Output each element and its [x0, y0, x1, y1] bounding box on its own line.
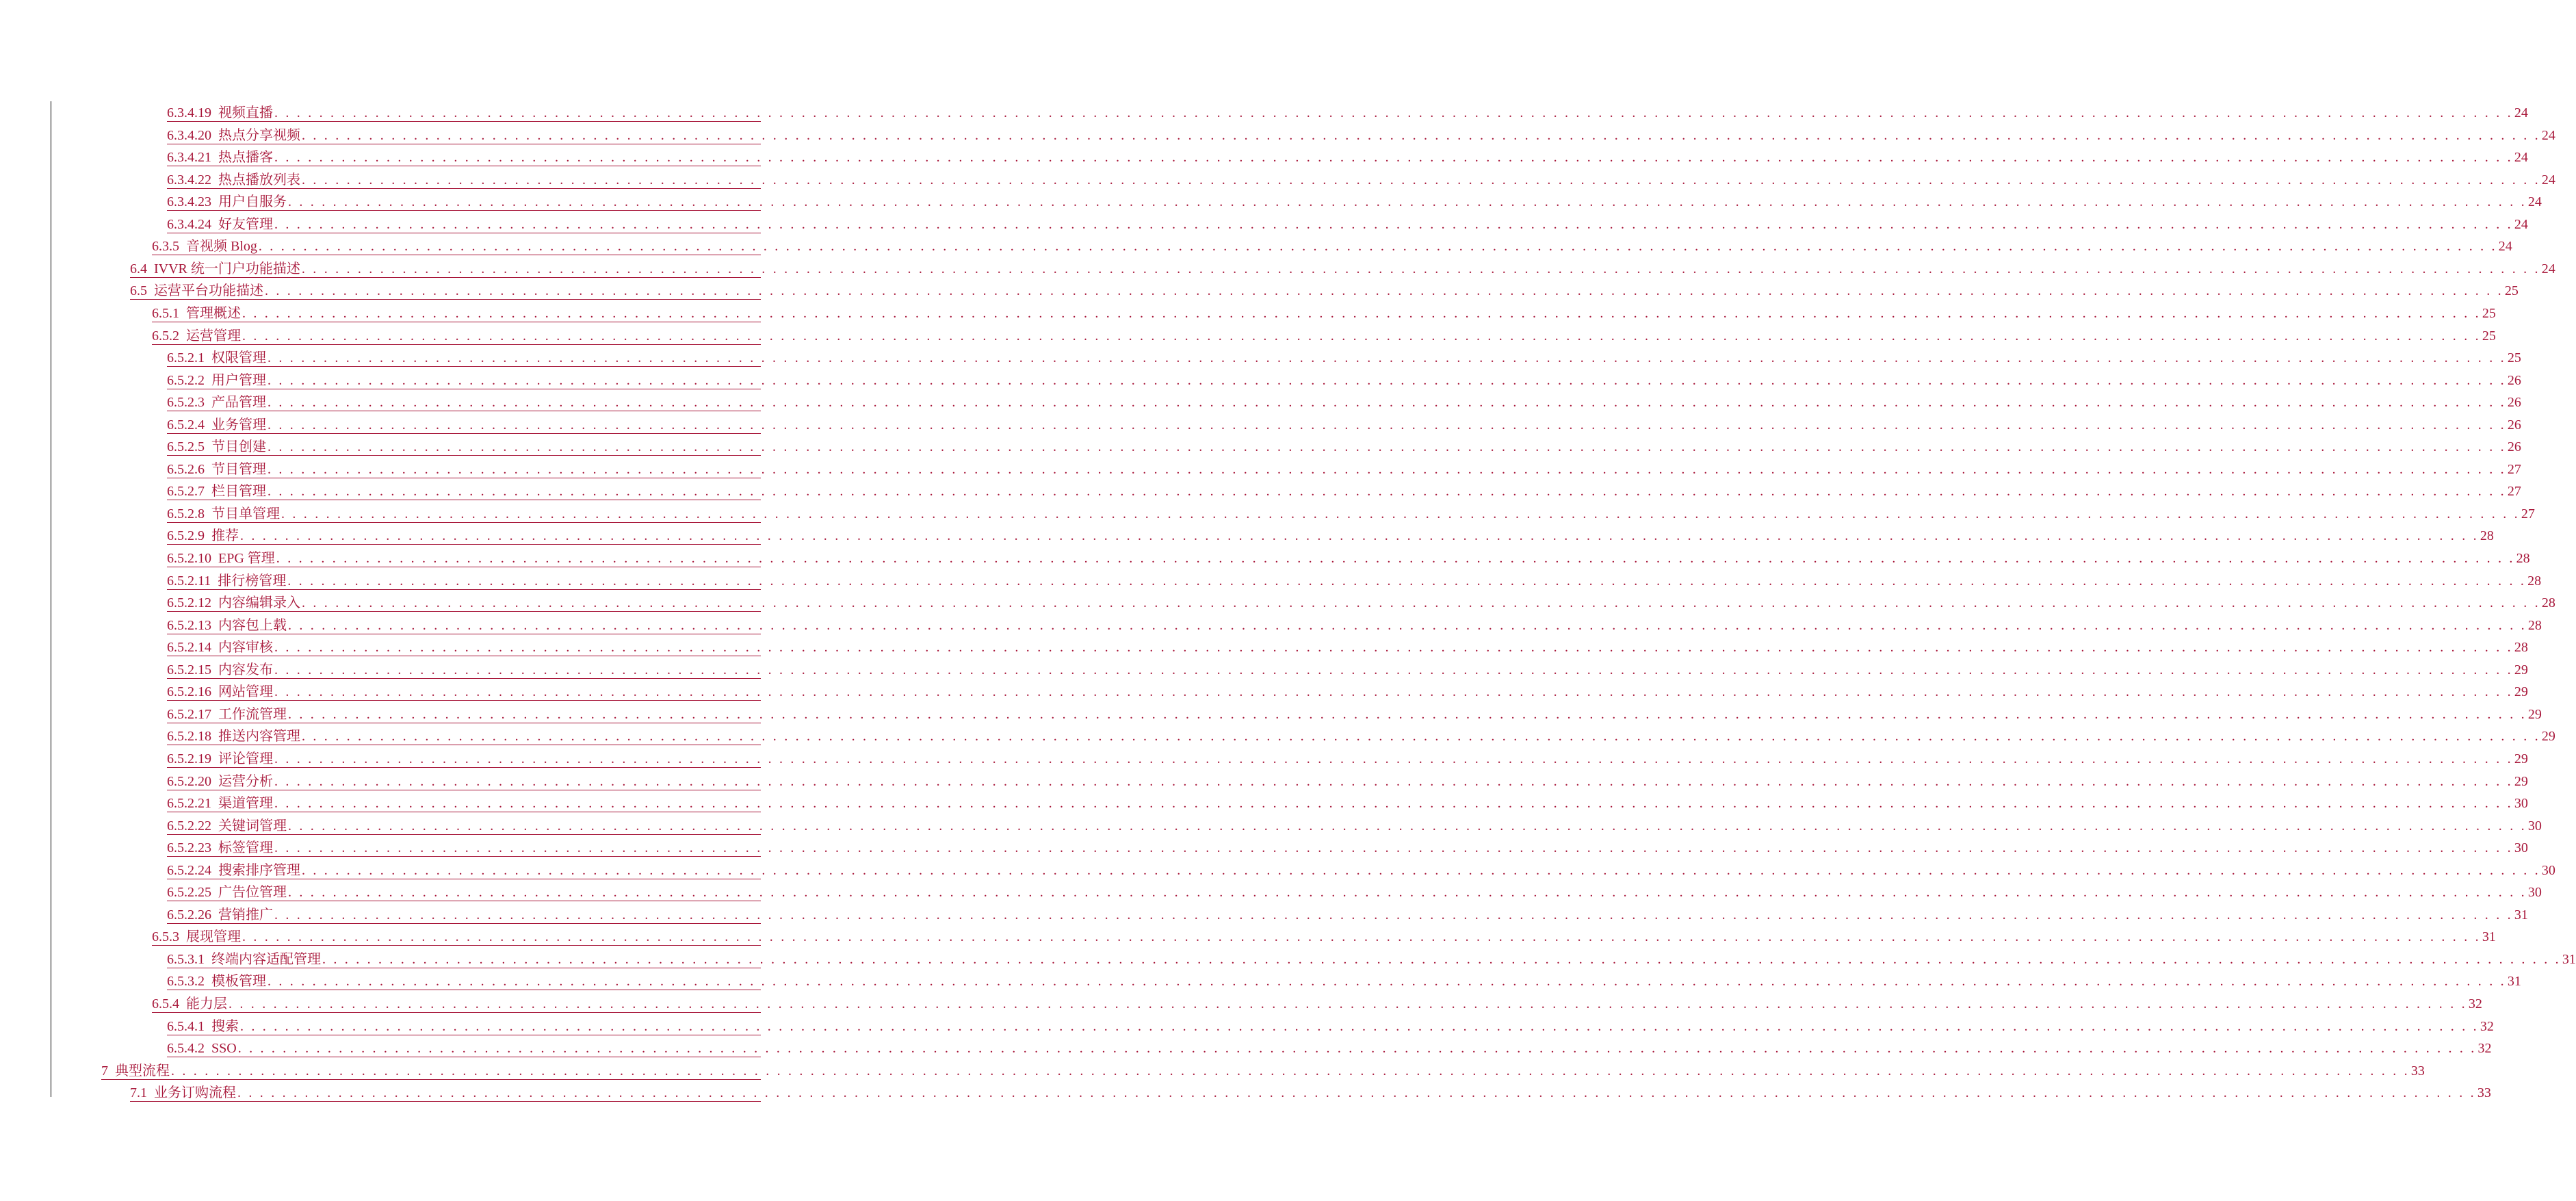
toc-leader-dots: . . . . . . . . . . . . . . . . . . . . . . . . . . . . . . . . . . . . . . . . . . . . . . . . . . . . . . . . . . . . . . . . . . . . . . . . . . . . . . . . . . . . . . . . . . . . . . . . . . . . . . . . . . . . . . . . . . . . . . . . . . . . . . . . . . . . . . . . . . . . . . . . . . . . . . . . . . . . . . . . . . . . . . . . . . . . . . . . . . . . . . . . . . . . . . . . . . . . . . . . — [268, 461, 2506, 477]
toc-entry-title: 终端内容适配管理 — [211, 951, 321, 967]
toc-leader-dots: . . . . . . . . . . . . . . . . . . . . . . . . . . . . . . . . . . . . . . . . . . . . . . . . . . . . . . . . . . . . . . . . . . . . . . . . . . . . . . . . . . . . . . . . . . . . . . . . . . . . . . . . . . . . . . . . . . . . . . . . . . . . . . . . . . . . . . . . . . . . . . . . . . . . . . . . . . . . . . . . . . . . . . . . . . . . . . . . . . . . . . . . . . . . . . . . . . . . . . . . — [322, 951, 2561, 967]
toc-entry-title: 模板管理 — [211, 974, 266, 990]
toc-entry-label — [167, 573, 286, 589]
toc-entry[interactable] — [167, 168, 2555, 189]
toc-entry-label — [152, 239, 257, 254]
toc-entry-page: 32 — [2480, 1018, 2494, 1034]
toc-entry-title: 推荐 — [211, 528, 239, 544]
toc-leader-dots: . . . . . . . . . . . . . . . . . . . . . . . . . . . . . . . . . . . . . . . . . . . . . . . . . . . . . . . . . . . . . . . . . . . . . . . . . . . . . . . . . . . . . . . . . . . . . . . . . . . . . . . . . . . . . . . . . . . . . . . . . . . . . . . . . . . . . . . . . . . . . . . . . . . . . . . . . . . . . . . . . . . . . . . . . . . . . . . . . . . . . . . . . . . . . . . . . . . . . . . . — [258, 239, 2497, 255]
toc-entry-title: 业务订购流程 — [154, 1085, 236, 1101]
toc-entry-page: 30 — [2527, 818, 2542, 834]
toc-entry-title: 网站管理 — [218, 684, 273, 700]
toc-entry-page: 28 — [2541, 595, 2555, 611]
toc-entry-title: 搜索 — [211, 1018, 239, 1034]
toc-entry-number: 6.3.4.19 — [167, 105, 211, 120]
toc-entry[interactable] — [167, 480, 2521, 500]
toc-entry-page: 24 — [2514, 105, 2528, 120]
toc-leader-dots: . . . . . . . . . . . . . . . . . . . . . . . . . . . . . . . . . . . . . . . . . . . . . . . . . . . . . . . . . . . . . . . . . . . . . . . . . . . . . . . . . . . . . . . . . . . . . . . . . . . . . . . . . . . . . . . . . . . . . . . . . . . . . . . . . . . . . . . . . . . . . . . . . . . . . . . . . . . . . . . . . . . . . . . . . . . . . . . . . . . . . . . . . . . . . . . . . . . . . . . . — [268, 372, 2506, 388]
toc-entry-title: 广告位管理 — [218, 885, 287, 901]
toc-entry-number: 6.5.2.5 — [167, 439, 205, 455]
toc-entry-title: 评论管理 — [218, 751, 273, 766]
toc-leader-dots: . . . . . . . . . . . . . . . . . . . . . . . . . . . . . . . . . . . . . . . . . . . . . . . . . . . . . . . . . . . . . . . . . . . . . . . . . . . . . . . . . . . . . . . . . . . . . . . . . . . . . . . . . . . . . . . . . . . . . . . . . . . . . . . . . . . . . . . . . . . . . . . . . . . . . . . . . . . . . . . . . . . . . . . . . . . . . . . . . . . . . . . . . . . . . . . . . . . . . . . . — [274, 751, 2513, 766]
toc-leader-dots: . . . . . . . . . . . . . . . . . . . . . . . . . . . . . . . . . . . . . . . . . . . . . . . . . . . . . . . . . . . . . . . . . . . . . . . . . . . . . . . . . . . . . . . . . . . . . . . . . . . . . . . . . . . . . . . . . . . . . . . . . . . . . . . . . . . . . . . . . . . . . . . . . . . . . . . . . . . . . . . . . . . . . . . . . . . . . . . . . . . . . . . . . . . . . . . . . . . . . . . . — [274, 662, 2513, 677]
toc-entry-number: 6.4 — [130, 261, 147, 276]
toc-entry[interactable] — [167, 391, 2521, 411]
toc-entry[interactable] — [152, 324, 2496, 345]
toc-entry-page: 29 — [2527, 706, 2542, 722]
toc-entry-page: 25 — [2504, 283, 2519, 299]
toc-leader-dots: . . . . . . . . . . . . . . . . . . . . . . . . . . . . . . . . . . . . . . . . . . . . . . . . . . . . . . . . . . . . . . . . . . . . . . . . . . . . . . . . . . . . . . . . . . . . . . . . . . . . . . . . . . . . . . . . . . . . . . . . . . . . . . . . . . . . . . . . . . . . . . . . . . . . . . . . . . . . . . . . . . . . . . . . . . . . . . . . . . . . . . . . . . . . . . . . . . . . . . . . — [302, 127, 2540, 143]
toc-entry-number: 6.5.2.17 — [167, 706, 211, 722]
toc-entry-page: 27 — [2507, 461, 2521, 477]
toc-entry-label — [152, 328, 241, 344]
toc-entry[interactable] — [130, 1081, 2491, 1102]
toc-entry[interactable] — [167, 792, 2528, 812]
toc-entry-page: 29 — [2541, 729, 2555, 745]
toc-entry-label — [167, 217, 273, 232]
toc-entry-label — [167, 640, 273, 655]
toc-entry-number: 6.5.1 — [152, 305, 179, 321]
toc-entry-page: 30 — [2527, 885, 2542, 901]
toc-leader-dots: . . . . . . . . . . . . . . . . . . . . . . . . . . . . . . . . . . . . . . . . . . . . . . . . . . . . . . . . . . . . . . . . . . . . . . . . . . . . . . . . . . . . . . . . . . . . . . . . . . . . . . . . . . . . . . . . . . . . . . . . . . . . . . . . . . . . . . . . . . . . . . . . . . . . . . . . . . . . . . . . . . . . . . . . . . . . . . . . . . . . . . . . . . . . . . . . . . . . . . . . — [281, 506, 2520, 521]
toc-entry-label — [167, 1041, 237, 1056]
toc-entry-title: 用户管理 — [211, 372, 266, 388]
toc-entry-label — [167, 551, 275, 566]
toc-entry[interactable] — [167, 1015, 2494, 1035]
toc-entry-number: 6.5.2.25 — [167, 885, 211, 901]
toc-entry-label — [167, 462, 266, 477]
toc-entry[interactable] — [167, 725, 2555, 745]
toc-entry[interactable] — [152, 925, 2496, 946]
toc-entry-page: 28 — [2514, 640, 2528, 656]
toc-entry-title: 产品管理 — [211, 395, 266, 411]
toc-entry-page: 29 — [2514, 662, 2528, 677]
toc-leader-dots: . . . . . . . . . . . . . . . . . . . . . . . . . . . . . . . . . . . . . . . . . . . . . . . . . . . . . . . . . . . . . . . . . . . . . . . . . . . . . . . . . . . . . . . . . . . . . . . . . . . . . . . . . . . . . . . . . . . . . . . . . . . . . . . . . . . . . . . . . . . . . . . . . . . . . . . . . . . . . . . . . . . . . . . . . . . . . . . . . . . . . . . . . . . . . . . . . . . . . . . . — [268, 417, 2506, 432]
toc-entry[interactable] — [167, 970, 2521, 990]
toc-entry-page: 29 — [2514, 751, 2528, 766]
toc-entry-number: 6.5.2.21 — [167, 796, 211, 812]
toc-leader-dots: . . . . . . . . . . . . . . . . . . . . . . . . . . . . . . . . . . . . . . . . . . . . . . . . . . . . . . . . . . . . . . . . . . . . . . . . . . . . . . . . . . . . . . . . . . . . . . . . . . . . . . . . . . . . . . . . . . . . . . . . . . . . . . . . . . . . . . . . . . . . . . . . . . . . . . . . . . . . . . . . . . . . . . . . . . . . . . . . . . . . . . . . . . . . . . . . . . . . . . . . — [268, 974, 2506, 990]
toc-entry[interactable] — [167, 591, 2555, 612]
toc-entry[interactable] — [167, 859, 2555, 879]
toc-entry[interactable] — [130, 257, 2555, 278]
toc-entry-label — [167, 194, 287, 209]
toc-entry-number: 6.5.2.18 — [167, 729, 211, 745]
toc-entry-page: 26 — [2507, 439, 2521, 455]
toc-entry-title: 运营平台功能描述 — [154, 283, 263, 299]
toc-entry[interactable] — [167, 213, 2528, 233]
toc-entry-title: 热点分享视频 — [218, 127, 300, 143]
toc-entry-title: 内容审核 — [218, 640, 273, 656]
toc-entry-title: 运营管理 — [186, 328, 241, 344]
toc-entry-number: 6.5.2.3 — [167, 395, 205, 411]
toc-entry[interactable] — [152, 992, 2482, 1013]
toc-entry-page: 25 — [2482, 328, 2496, 344]
toc-entry-title: EPG 管理 — [218, 551, 275, 566]
toc-entry[interactable] — [167, 524, 2494, 545]
toc-entry[interactable] — [167, 814, 2542, 835]
toc-entry-number: 6.3.4.20 — [167, 127, 211, 143]
toc-entry-title: 好友管理 — [218, 216, 273, 232]
toc-entry-number: 6.5.2.14 — [167, 640, 211, 656]
toc-entry-number: 6.5.2.13 — [167, 617, 211, 633]
toc-entry-page: 33 — [2410, 1063, 2425, 1079]
toc-entry[interactable] — [167, 948, 2576, 968]
toc-entry-title: 营销推广 — [218, 907, 273, 922]
toc-leader-dots: . . . . . . . . . . . . . . . . . . . . . . . . . . . . . . . . . . . . . . . . . . . . . . . . . . . . . . . . . . . . . . . . . . . . . . . . . . . . . . . . . . . . . . . . . . . . . . . . . . . . . . . . . . . . . . . . . . . . . . . . . . . . . . . . . . . . . . . . . . . . . . . . . . . . . . . . . . . . . . . . . . . . . . . . . . . . . . . . . . . . . . . . . . . . . . . . . . . . . . . . — [229, 996, 2467, 1011]
toc-entry-label — [167, 595, 300, 610]
toc-entry-page: 28 — [2527, 573, 2542, 589]
toc-entry-label — [167, 172, 300, 188]
toc-entry-title: SSO — [211, 1041, 237, 1057]
toc-entry-page: 31 — [2514, 907, 2528, 922]
toc-entry-number: 6.5.4.1 — [167, 1018, 205, 1034]
toc-entry[interactable] — [167, 458, 2521, 478]
toc-entry-number: 6.5.2.24 — [167, 862, 211, 878]
toc-leader-dots: . . . . . . . . . . . . . . . . . . . . . . . . . . . . . . . . . . . . . . . . . . . . . . . . . . . . . . . . . . . . . . . . . . . . . . . . . . . . . . . . . . . . . . . . . . . . . . . . . . . . . . . . . . . . . . . . . . . . . . . . . . . . . . . . . . . . . . . . . . . . . . . . . . . . . . . . . . . . . . . . . . . . . . . . . . . . . . . . . . . . . . . . . . . . . . . . . . . . . . . . — [274, 840, 2513, 856]
toc-entry-label — [167, 796, 273, 811]
toc-entry[interactable] — [167, 636, 2528, 656]
toc-entry[interactable] — [167, 101, 2528, 122]
toc-entry-number: 6.5.2.7 — [167, 484, 205, 500]
toc-leader-dots: . . . . . . . . . . . . . . . . . . . . . . . . . . . . . . . . . . . . . . . . . . . . . . . . . . . . . . . . . . . . . . . . . . . . . . . . . . . . . . . . . . . . . . . . . . . . . . . . . . . . . . . . . . . . . . . . . . . . . . . . . . . . . . . . . . . . . . . . . . . . . . . . . . . . . . . . . . . . . . . . . . . . . . . . . . . . . . . . . . . . . . . . . . . . . . . . . . . . . . . . — [274, 684, 2513, 700]
toc-entry-title: 能力层 — [186, 996, 227, 1011]
toc-entry[interactable] — [167, 658, 2528, 679]
toc-leader-dots: . . . . . . . . . . . . . . . . . . . . . . . . . . . . . . . . . . . . . . . . . . . . . . . . . . . . . . . . . . . . . . . . . . . . . . . . . . . . . . . . . . . . . . . . . . . . . . . . . . . . . . . . . . . . . . . . . . . . . . . . . . . . . . . . . . . . . . . . . . . . . . . . . . . . . . . . . . . . . . . . . . . . . . . . . . . . . . . . . . . . . . . . . . . . . . . . . . . . . . . . — [274, 150, 2513, 166]
toc-leader-dots: . . . . . . . . . . . . . . . . . . . . . . . . . . . . . . . . . . . . . . . . . . . . . . . . . . . . . . . . . . . . . . . . . . . . . . . . . . . . . . . . . . . . . . . . . . . . . . . . . . . . . . . . . . . . . . . . . . . . . . . . . . . . . . . . . . . . . . . . . . . . . . . . . . . . . . . . . . . . . . . . . . . . . . . . . . . . . . . . . . . . . . . . . . . . . . . . . . . . . . . . — [301, 261, 2540, 276]
toc-entry-label — [167, 840, 273, 855]
toc-entry-label — [130, 261, 300, 276]
toc-entry-label — [167, 863, 300, 878]
toc-entry-label — [167, 395, 266, 410]
toc-entry-page: 31 — [2482, 929, 2496, 945]
toc-entry-page: 30 — [2514, 796, 2528, 812]
toc-entry[interactable] — [167, 836, 2528, 857]
toc-entry-number: 6.5.2.2 — [167, 372, 205, 388]
toc-entry-number: 6.5.2.4 — [167, 417, 205, 432]
toc-entry-number: 6.5.2.20 — [167, 773, 211, 789]
toc-leader-dots: . . . . . . . . . . . . . . . . . . . . . . . . . . . . . . . . . . . . . . . . . . . . . . . . . . . . . . . . . . . . . . . . . . . . . . . . . . . . . . . . . . . . . . . . . . . . . . . . . . . . . . . . . . . . . . . . . . . . . . . . . . . . . . . . . . . . . . . . . . . . . . . . . . . . . . . . . . . . . . . . . . . . . . . . . . . . . . . . . . . . . . . . . . . . . . . . . . . . . . . . — [274, 216, 2513, 232]
toc-leader-dots: . . . . . . . . . . . . . . . . . . . . . . . . . . . . . . . . . . . . . . . . . . . . . . . . . . . . . . . . . . . . . . . . . . . . . . . . . . . . . . . . . . . . . . . . . . . . . . . . . . . . . . . . . . . . . . . . . . . . . . . . . . . . . . . . . . . . . . . . . . . . . . . . . . . . . . . . . . . . . . . . . . . . . . . . . . . . . . . . . . . . . . . . . . . . . . . . . . . . . . . . — [302, 595, 2540, 611]
toc-leader-dots: . . . . . . . . . . . . . . . . . . . . . . . . . . . . . . . . . . . . . . . . . . . . . . . . . . . . . . . . . . . . . . . . . . . . . . . . . . . . . . . . . . . . . . . . . . . . . . . . . . . . . . . . . . . . . . . . . . . . . . . . . . . . . . . . . . . . . . . . . . . . . . . . . . . . . . . . . . . . . . . . . . . . . . . . . . . . . . . . . . . . . . . . . . . . . . . . . . . . . . . . — [287, 573, 2527, 589]
toc-entry-label — [167, 729, 300, 744]
toc-entry-label — [167, 350, 266, 365]
toc-leader-dots: . . . . . . . . . . . . . . . . . . . . . . . . . . . . . . . . . . . . . . . . . . . . . . . . . . . . . . . . . . . . . . . . . . . . . . . . . . . . . . . . . . . . . . . . . . . . . . . . . . . . . . . . . . . . . . . . . . . . . . . . . . . . . . . . . . . . . . . . . . . . . . . . . . . . . . . . . . . . . . . . . . . . . . . . . . . . . . . . . . . . . . . . . . . . . . . . . . . . . . . . — [237, 1085, 2476, 1101]
toc-entry-title: 运营分析 — [218, 773, 273, 789]
toc-leader-dots: . . . . . . . . . . . . . . . . . . . . . . . . . . . . . . . . . . . . . . . . . . . . . . . . . . . . . . . . . . . . . . . . . . . . . . . . . . . . . . . . . . . . . . . . . . . . . . . . . . . . . . . . . . . . . . . . . . . . . . . . . . . . . . . . . . . . . . . . . . . . . . . . . . . . . . . . . . . . . . . . . . . . . . . . . . . . . . . . . . . . . . . . . . . . . . . . . . . . . . . . — [288, 818, 2527, 834]
toc-leader-dots: . . . . . . . . . . . . . . . . . . . . . . . . . . . . . . . . . . . . . . . . . . . . . . . . . . . . . . . . . . . . . . . . . . . . . . . . . . . . . . . . . . . . . . . . . . . . . . . . . . . . . . . . . . . . . . . . . . . . . . . . . . . . . . . . . . . . . . . . . . . . . . . . . . . . . . . . . . . . . . . . . . . . . . . . . . . . . . . . . . . . . . . . . . . . . . . . . . . . . . . . — [171, 1063, 2410, 1079]
toc-entry-title: 热点播放列表 — [218, 172, 300, 188]
toc-entry-number: 6.3.4.24 — [167, 216, 211, 232]
toc-entry-number: 6.3.4.21 — [167, 150, 211, 166]
toc-entry-title: 用户自服务 — [218, 194, 287, 210]
toc-leader-dots: . . . . . . . . . . . . . . . . . . . . . . . . . . . . . . . . . . . . . . . . . . . . . . . . . . . . . . . . . . . . . . . . . . . . . . . . . . . . . . . . . . . . . . . . . . . . . . . . . . . . . . . . . . . . . . . . . . . . . . . . . . . . . . . . . . . . . . . . . . . . . . . . . . . . . . . . . . . . . . . . . . . . . . . . . . . . . . . . . . . . . . . . . . . . . . . . . . . . . . . . — [288, 194, 2527, 210]
toc-entry-title: 推送内容管理 — [218, 729, 300, 745]
toc-entry-label — [167, 774, 273, 789]
toc-entry-title: 典型流程 — [115, 1063, 170, 1079]
toc-entry-label — [167, 528, 239, 543]
toc-entry[interactable] — [167, 680, 2528, 701]
toc-entry-label — [167, 885, 287, 900]
toc-entry-title: 栏目管理 — [211, 484, 266, 500]
toc-entry-number: 7 — [101, 1063, 108, 1079]
toc-entry-title: 关键词管理 — [218, 818, 287, 834]
toc-entry-title: 渠道管理 — [218, 796, 273, 812]
toc-entry-page: 30 — [2514, 840, 2528, 856]
toc-entry-page: 24 — [2541, 172, 2555, 188]
toc-entry-number: 6.3.5 — [152, 239, 179, 255]
toc-leader-dots: . . . . . . . . . . . . . . . . . . . . . . . . . . . . . . . . . . . . . . . . . . . . . . . . . . . . . . . . . . . . . . . . . . . . . . . . . . . . . . . . . . . . . . . . . . . . . . . . . . . . . . . . . . . . . . . . . . . . . . . . . . . . . . . . . . . . . . . . . . . . . . . . . . . . . . . . . . . . . . . . . . . . . . . . . . . . . . . . . . . . . . . . . . . . . . . . . . . . . . . . — [265, 283, 2503, 299]
toc-leader-dots: . . . . . . . . . . . . . . . . . . . . . . . . . . . . . . . . . . . . . . . . . . . . . . . . . . . . . . . . . . . . . . . . . . . . . . . . . . . . . . . . . . . . . . . . . . . . . . . . . . . . . . . . . . . . . . . . . . . . . . . . . . . . . . . . . . . . . . . . . . . . . . . . . . . . . . . . . . . . . . . . . . . . . . . . . . . . . . . . . . . . . . . . . . . . . . . . . . . . . . . . — [302, 862, 2540, 878]
toc-entry-label — [130, 1085, 236, 1100]
toc-entry-title: 内容编辑录入 — [218, 595, 300, 611]
toc-entry[interactable] — [167, 502, 2535, 523]
toc-entry-page: 24 — [2541, 261, 2555, 276]
toc-entry-number: 6.5.2.10 — [167, 551, 211, 566]
toc-entry-title: 展现管理 — [186, 929, 241, 945]
toc-entry-number: 6.5.2.8 — [167, 506, 205, 521]
toc-entry-number: 6.5.2.6 — [167, 461, 205, 477]
toc-entry-label — [167, 907, 273, 922]
toc-entry-page: 24 — [2514, 216, 2528, 232]
toc-entry-number: 6.5.2.16 — [167, 684, 211, 700]
toc-entry[interactable] — [167, 614, 2542, 634]
toc-entry-page: 27 — [2507, 484, 2521, 500]
toc-entry-label — [152, 996, 227, 1011]
toc-entry[interactable] — [167, 413, 2521, 434]
toc-leader-dots: . . . . . . . . . . . . . . . . . . . . . . . . . . . . . . . . . . . . . . . . . . . . . . . . . . . . . . . . . . . . . . . . . . . . . . . . . . . . . . . . . . . . . . . . . . . . . . . . . . . . . . . . . . . . . . . . . . . . . . . . . . . . . . . . . . . . . . . . . . . . . . . . . . . . . . . . . . . . . . . . . . . . . . . . . . . . . . . . . . . . . . . . . . . . . . . . . . . . . . . . — [274, 105, 2513, 120]
toc-entry-number: 6.5.2.11 — [167, 573, 211, 589]
toc-entry-page: 30 — [2541, 862, 2555, 878]
toc-leader-dots: . . . . . . . . . . . . . . . . . . . . . . . . . . . . . . . . . . . . . . . . . . . . . . . . . . . . . . . . . . . . . . . . . . . . . . . . . . . . . . . . . . . . . . . . . . . . . . . . . . . . . . . . . . . . . . . . . . . . . . . . . . . . . . . . . . . . . . . . . . . . . . . . . . . . . . . . . . . . . . . . . . . . . . . . . . . . . . . . . . . . . . . . . . . . . . . . . . . . . . . . — [302, 729, 2540, 745]
toc-entry[interactable] — [167, 747, 2528, 768]
toc-leader-dots: . . . . . . . . . . . . . . . . . . . . . . . . . . . . . . . . . . . . . . . . . . . . . . . . . . . . . . . . . . . . . . . . . . . . . . . . . . . . . . . . . . . . . . . . . . . . . . . . . . . . . . . . . . . . . . . . . . . . . . . . . . . . . . . . . . . . . . . . . . . . . . . . . . . . . . . . . . . . . . . . . . . . . . . . . . . . . . . . . . . . . . . . . . . . . . . . . . . . . . . . — [288, 706, 2527, 722]
toc-leader-dots: . . . . . . . . . . . . . . . . . . . . . . . . . . . . . . . . . . . . . . . . . . . . . . . . . . . . . . . . . . . . . . . . . . . . . . . . . . . . . . . . . . . . . . . . . . . . . . . . . . . . . . . . . . . . . . . . . . . . . . . . . . . . . . . . . . . . . . . . . . . . . . . . . . . . . . . . . . . . . . . . . . . . . . . . . . . . . . . . . . . . . . . . . . . . . . . . . . . . . . . . — [242, 929, 2481, 945]
toc-entry-number: 6.3.4.22 — [167, 172, 211, 188]
toc-entry[interactable] — [167, 146, 2528, 166]
toc-entry-title: 权限管理 — [211, 350, 266, 366]
toc-entry-label — [167, 105, 273, 120]
toc-entry-label — [167, 439, 266, 454]
toc-entry[interactable] — [167, 190, 2542, 211]
toc-entry-label — [167, 417, 266, 432]
toc-entry-title: 节目创建 — [211, 439, 266, 455]
toc-entry-number: 6.3.4.23 — [167, 194, 211, 210]
toc-entry-number: 6.5.2.1 — [167, 350, 205, 366]
toc-leader-dots: . . . . . . . . . . . . . . . . . . . . . . . . . . . . . . . . . . . . . . . . . . . . . . . . . . . . . . . . . . . . . . . . . . . . . . . . . . . . . . . . . . . . . . . . . . . . . . . . . . . . . . . . . . . . . . . . . . . . . . . . . . . . . . . . . . . . . . . . . . . . . . . . . . . . . . . . . . . . . . . . . . . . . . . . . . . . . . . . . . . . . . . . . . . . . . . . . . . . . . . . — [268, 350, 2506, 366]
toc-leader-dots: . . . . . . . . . . . . . . . . . . . . . . . . . . . . . . . . . . . . . . . . . . . . . . . . . . . . . . . . . . . . . . . . . . . . . . . . . . . . . . . . . . . . . . . . . . . . . . . . . . . . . . . . . . . . . . . . . . . . . . . . . . . . . . . . . . . . . . . . . . . . . . . . . . . . . . . . . . . . . . . . . . . . . . . . . . . . . . . . . . . . . . . . . . . . . . . . . . . . . . . . — [242, 328, 2481, 344]
toc-entry-number: 6.5.2.9 — [167, 528, 205, 544]
toc-entry[interactable] — [167, 547, 2530, 567]
toc-entry[interactable] — [167, 124, 2555, 144]
toc-entry-label — [167, 818, 287, 834]
toc-entry-page: 32 — [2468, 996, 2482, 1011]
toc-entry-number: 6.5.3 — [152, 929, 179, 945]
toc-entry-title: 内容包上载 — [218, 617, 287, 633]
toc-entry-label — [101, 1063, 170, 1079]
toc-entry-label — [167, 506, 280, 521]
toc-entry-title: 搜索排序管理 — [218, 862, 300, 878]
toc-leader-dots: . . . . . . . . . . . . . . . . . . . . . . . . . . . . . . . . . . . . . . . . . . . . . . . . . . . . . . . . . . . . . . . . . . . . . . . . . . . . . . . . . . . . . . . . . . . . . . . . . . . . . . . . . . . . . . . . . . . . . . . . . . . . . . . . . . . . . . . . . . . . . . . . . . . . . . . . . . . . . . . . . . . . . . . . . . . . . . . . . . . . . . . . . . . . . . . . . . . . . . . . — [274, 773, 2513, 789]
toc-entry-title: 节目单管理 — [211, 506, 280, 521]
toc-entry-label — [167, 1019, 239, 1034]
toc-entry-page: 26 — [2507, 372, 2521, 388]
toc-entry-label — [167, 952, 321, 967]
toc-entry-label — [167, 751, 273, 766]
toc-entry-label — [167, 484, 266, 499]
toc-entry-title: 排行榜管理 — [218, 573, 287, 589]
toc-entry-page: 27 — [2521, 506, 2535, 521]
toc-entry[interactable] — [130, 279, 2519, 300]
toc-entry-title: 标签管理 — [218, 840, 273, 856]
toc-entry-title: 节目管理 — [211, 461, 266, 477]
toc-entry-label — [167, 618, 287, 633]
toc-entry-title: 音视频 Blog — [186, 239, 257, 255]
toc-entry-number: 6.5.2.23 — [167, 840, 211, 856]
toc-entry-page: 24 — [2514, 150, 2528, 166]
toc-entry-page: 28 — [2516, 551, 2530, 566]
toc-entry[interactable] — [101, 1059, 2425, 1080]
toc-entry[interactable] — [152, 302, 2496, 322]
toc-entry-title: 内容发布 — [218, 662, 273, 677]
toc-leader-dots: . . . . . . . . . . . . . . . . . . . . . . . . . . . . . . . . . . . . . . . . . . . . . . . . . . . . . . . . . . . . . . . . . . . . . . . . . . . . . . . . . . . . . . . . . . . . . . . . . . . . . . . . . . . . . . . . . . . . . . . . . . . . . . . . . . . . . . . . . . . . . . . . . . . . . . . . . . . . . . . . . . . . . . . . . . . . . . . . . . . . . . . . . . . . . . . . . . . . . . . . — [237, 1041, 2477, 1057]
toc-entry-title: 工作流管理 — [218, 706, 287, 722]
toc-entry-page: 32 — [2477, 1041, 2492, 1057]
toc-entry-number: 6.5.4.2 — [167, 1041, 205, 1057]
toc-entry-page: 31 — [2507, 974, 2521, 990]
toc-entry-title: IVVR 统一门户功能描述 — [154, 261, 300, 276]
toc-entry[interactable] — [167, 569, 2542, 590]
toc-entry-page: 24 — [2527, 194, 2542, 210]
toc-leader-dots: . . . . . . . . . . . . . . . . . . . . . . . . . . . . . . . . . . . . . . . . . . . . . . . . . . . . . . . . . . . . . . . . . . . . . . . . . . . . . . . . . . . . . . . . . . . . . . . . . . . . . . . . . . . . . . . . . . . . . . . . . . . . . . . . . . . . . . . . . . . . . . . . . . . . . . . . . . . . . . . . . . . . . . . . . . . . . . . . . . . . . . . . . . . . . . . . . . . . . . . . — [302, 172, 2540, 188]
toc-entry[interactable] — [167, 369, 2521, 389]
toc-leader-dots: . . . . . . . . . . . . . . . . . . . . . . . . . . . . . . . . . . . . . . . . . . . . . . . . . . . . . . . . . . . . . . . . . . . . . . . . . . . . . . . . . . . . . . . . . . . . . . . . . . . . . . . . . . . . . . . . . . . . . . . . . . . . . . . . . . . . . . . . . . . . . . . . . . . . . . . . . . . . . . . . . . . . . . . . . . . . . . . . . . . . . . . . . . . . . . . . . . . . . . . . — [240, 528, 2479, 544]
toc-entry-page: 29 — [2514, 684, 2528, 700]
toc-entry-page: 26 — [2507, 395, 2521, 411]
toc-entry-number: 6.5.2.26 — [167, 907, 211, 922]
toc-entry-label — [152, 929, 241, 944]
toc-leader-dots: . . . . . . . . . . . . . . . . . . . . . . . . . . . . . . . . . . . . . . . . . . . . . . . . . . . . . . . . . . . . . . . . . . . . . . . . . . . . . . . . . . . . . . . . . . . . . . . . . . . . . . . . . . . . . . . . . . . . . . . . . . . . . . . . . . . . . . . . . . . . . . . . . . . . . . . . . . . . . . . . . . . . . . . . . . . . . . . . . . . . . . . . . . . . . . . . . . . . . . . . — [240, 1018, 2479, 1034]
toc-entry-number: 6.5.3.2 — [167, 974, 205, 990]
toc-entry-page: 28 — [2527, 617, 2542, 633]
toc-entry[interactable] — [152, 235, 2512, 255]
toc-entry-page: 29 — [2514, 773, 2528, 789]
toc-entry-number: 6.5 — [130, 283, 147, 299]
toc-entry-label — [167, 707, 287, 722]
toc-leader-dots: . . . . . . . . . . . . . . . . . . . . . . . . . . . . . . . . . . . . . . . . . . . . . . . . . . . . . . . . . . . . . . . . . . . . . . . . . . . . . . . . . . . . . . . . . . . . . . . . . . . . . . . . . . . . . . . . . . . . . . . . . . . . . . . . . . . . . . . . . . . . . . . . . . . . . . . . . . . . . . . . . . . . . . . . . . . . . . . . . . . . . . . . . . . . . . . . . . . . . . . . — [268, 395, 2506, 411]
toc-entry-number: 6.5.2.22 — [167, 818, 211, 834]
toc-entry-label — [167, 684, 273, 699]
toc-leader-dots: . . . . . . . . . . . . . . . . . . . . . . . . . . . . . . . . . . . . . . . . . . . . . . . . . . . . . . . . . . . . . . . . . . . . . . . . . . . . . . . . . . . . . . . . . . . . . . . . . . . . . . . . . . . . . . . . . . . . . . . . . . . . . . . . . . . . . . . . . . . . . . . . . . . . . . . . . . . . . . . . . . . . . . . . . . . . . . . . . . . . . . . . . . . . . . . . . . . . . . . . — [268, 439, 2506, 455]
toc-leader-dots: . . . . . . . . . . . . . . . . . . . . . . . . . . . . . . . . . . . . . . . . . . . . . . . . . . . . . . . . . . . . . . . . . . . . . . . . . . . . . . . . . . . . . . . . . . . . . . . . . . . . . . . . . . . . . . . . . . . . . . . . . . . . . . . . . . . . . . . . . . . . . . . . . . . . . . . . . . . . . . . . . . . . . . . . . . . . . . . . . . . . . . . . . . . . . . . . . . . . . . . . — [288, 617, 2527, 633]
toc-leader-dots: . . . . . . . . . . . . . . . . . . . . . . . . . . . . . . . . . . . . . . . . . . . . . . . . . . . . . . . . . . . . . . . . . . . . . . . . . . . . . . . . . . . . . . . . . . . . . . . . . . . . . . . . . . . . . . . . . . . . . . . . . . . . . . . . . . . . . . . . . . . . . . . . . . . . . . . . . . . . . . . . . . . . . . . . . . . . . . . . . . . . . . . . . . . . . . . . . . . . . . . . — [274, 640, 2513, 656]
toc-entry-title: 视频直播 — [218, 105, 273, 120]
toc-entry[interactable] — [167, 435, 2521, 456]
toc-entry-page: 33 — [2477, 1085, 2491, 1101]
toc-entry-label — [152, 306, 241, 321]
toc-entry-label — [167, 662, 273, 677]
toc-leader-dots: . . . . . . . . . . . . . . . . . . . . . . . . . . . . . . . . . . . . . . . . . . . . . . . . . . . . . . . . . . . . . . . . . . . . . . . . . . . . . . . . . . . . . . . . . . . . . . . . . . . . . . . . . . . . . . . . . . . . . . . . . . . . . . . . . . . . . . . . . . . . . . . . . . . . . . . . . . . . . . . . . . . . . . . . . . . . . . . . . . . . . . . . . . . . . . . . . . . . . . . . — [268, 484, 2506, 500]
toc-entry[interactable] — [167, 346, 2521, 367]
toc-entry-number: 6.5.4 — [152, 996, 179, 1011]
toc-entry-title: 热点播客 — [218, 150, 273, 166]
toc-entry-label — [167, 373, 266, 388]
toc-entry[interactable] — [167, 881, 2542, 901]
toc-entry[interactable] — [167, 903, 2528, 924]
toc-leader-dots: . . . . . . . . . . . . . . . . . . . . . . . . . . . . . . . . . . . . . . . . . . . . . . . . . . . . . . . . . . . . . . . . . . . . . . . . . . . . . . . . . . . . . . . . . . . . . . . . . . . . . . . . . . . . . . . . . . . . . . . . . . . . . . . . . . . . . . . . . . . . . . . . . . . . . . . . . . . . . . . . . . . . . . . . . . . . . . . . . . . . . . . . . . . . . . . . . . . . . . . . — [276, 551, 2515, 566]
toc-entry-title: 管理概述 — [186, 305, 241, 321]
toc-entry-page: 31 — [2562, 951, 2576, 967]
toc-entry-page: 26 — [2507, 417, 2521, 432]
toc-entry-page: 28 — [2480, 528, 2494, 544]
toc-entry-number: 6.5.2 — [152, 328, 179, 344]
toc-leader-dots: . . . . . . . . . . . . . . . . . . . . . . . . . . . . . . . . . . . . . . . . . . . . . . . . . . . . . . . . . . . . . . . . . . . . . . . . . . . . . . . . . . . . . . . . . . . . . . . . . . . . . . . . . . . . . . . . . . . . . . . . . . . . . . . . . . . . . . . . . . . . . . . . . . . . . . . . . . . . . . . . . . . . . . . . . . . . . . . . . . . . . . . . . . . . . . . . . . . . . . . . — [274, 907, 2513, 922]
toc-entry-title: 业务管理 — [211, 417, 266, 432]
toc-leader-dots: . . . . . . . . . . . . . . . . . . . . . . . . . . . . . . . . . . . . . . . . . . . . . . . . . . . . . . . . . . . . . . . . . . . . . . . . . . . . . . . . . . . . . . . . . . . . . . . . . . . . . . . . . . . . . . . . . . . . . . . . . . . . . . . . . . . . . . . . . . . . . . . . . . . . . . . . . . . . . . . . . . . . . . . . . . . . . . . . . . . . . . . . . . . . . . . . . . . . . . . . — [242, 305, 2481, 321]
toc-entry-label — [167, 150, 273, 165]
toc-entry-number: 6.5.2.15 — [167, 662, 211, 677]
toc-entry-page: 25 — [2482, 305, 2496, 321]
toc-entry-number: 6.5.3.1 — [167, 951, 205, 967]
toc-entry-number: 6.5.2.19 — [167, 751, 211, 766]
toc-entry[interactable] — [167, 1037, 2492, 1057]
toc-entry[interactable] — [167, 770, 2528, 790]
toc-entry-number: 6.5.2.12 — [167, 595, 211, 611]
toc-entry-page: 24 — [2541, 127, 2555, 143]
toc-entry-number: 7.1 — [130, 1085, 147, 1101]
toc-entry-label — [130, 283, 263, 298]
toc-entry-label — [167, 974, 266, 989]
toc-leader-dots: . . . . . . . . . . . . . . . . . . . . . . . . . . . . . . . . . . . . . . . . . . . . . . . . . . . . . . . . . . . . . . . . . . . . . . . . . . . . . . . . . . . . . . . . . . . . . . . . . . . . . . . . . . . . . . . . . . . . . . . . . . . . . . . . . . . . . . . . . . . . . . . . . . . . . . . . . . . . . . . . . . . . . . . . . . . . . . . . . . . . . . . . . . . . . . . . . . . . . . . . — [274, 796, 2513, 812]
toc-leader-dots: . . . . . . . . . . . . . . . . . . . . . . . . . . . . . . . . . . . . . . . . . . . . . . . . . . . . . . . . . . . . . . . . . . . . . . . . . . . . . . . . . . . . . . . . . . . . . . . . . . . . . . . . . . . . . . . . . . . . . . . . . . . . . . . . . . . . . . . . . . . . . . . . . . . . . . . . . . . . . . . . . . . . . . . . . . . . . . . . . . . . . . . . . . . . . . . . . . . . . . . . — [288, 885, 2527, 901]
toc-entry-label — [167, 128, 300, 143]
toc-entry-page: 25 — [2507, 350, 2521, 366]
toc-entry-page: 24 — [2498, 239, 2512, 255]
toc-entry[interactable] — [167, 703, 2542, 723]
